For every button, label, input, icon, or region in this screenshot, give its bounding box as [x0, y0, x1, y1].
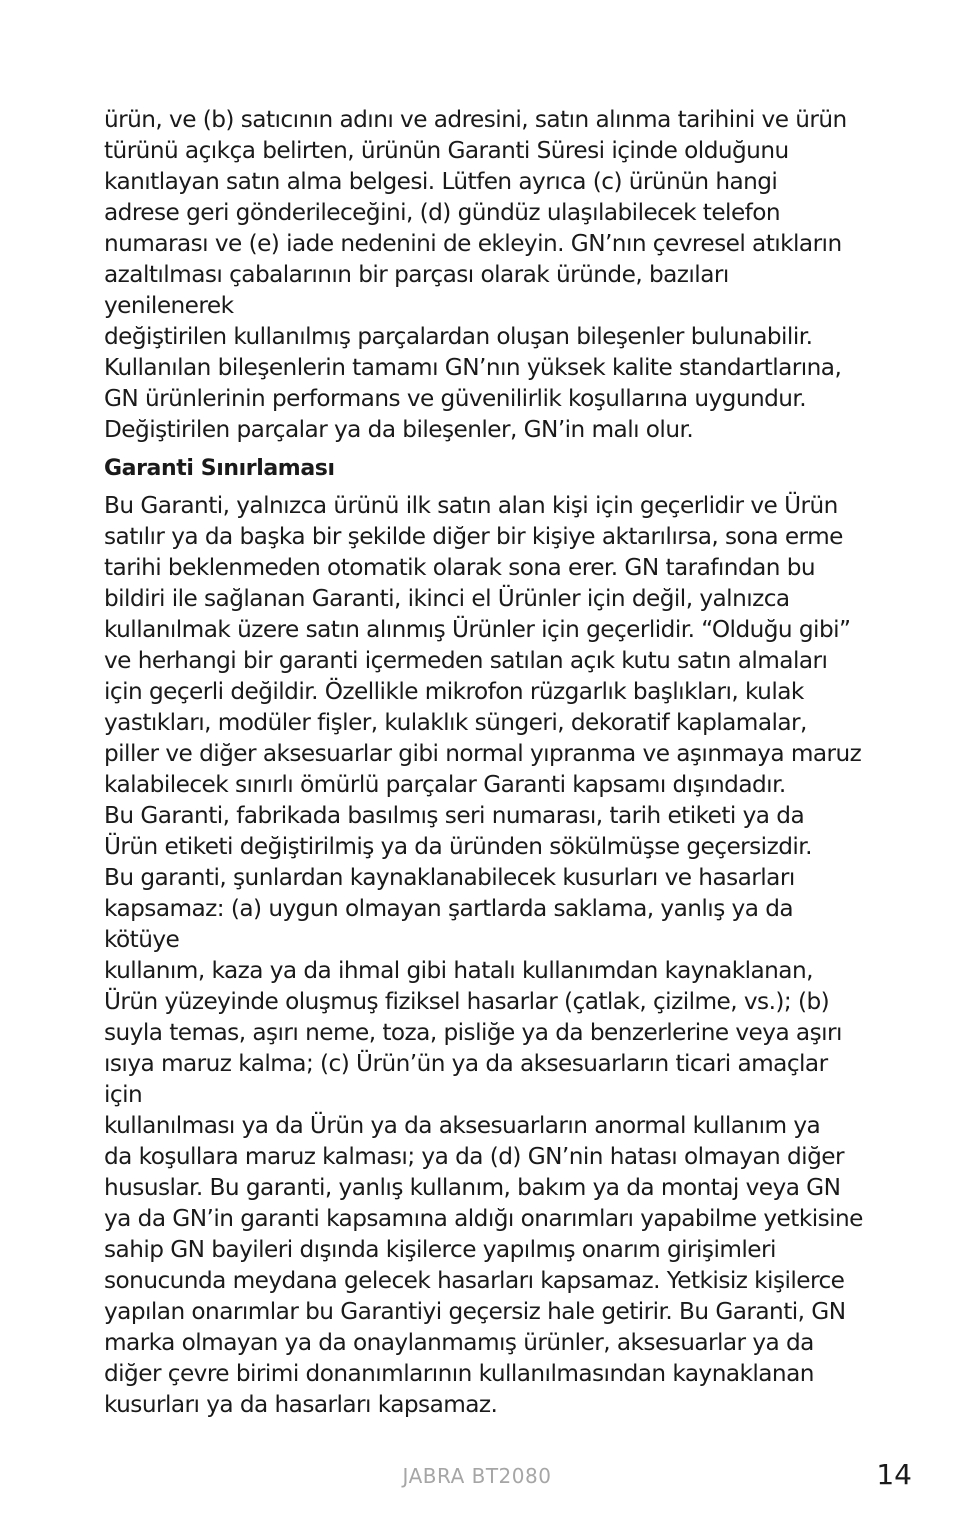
- document-body: [104, 104, 864, 1420]
- footer-product-name: JABRA BT2080: [402, 1464, 552, 1488]
- intro-paragraph: ürün, ve (b) satıcının adını ve adresini, satın alınma tarihini ve ürün türünü açıkça belirten, ürünün Garanti Süresi içinde olduğunu kanıtlayan satın alma belgesi. Lütfen ayrıca (c) ürünün hangi adrese geri gönderileceğini, (d) gündüz ulaşılabilecek telefon numarası ve (e) iade nedenini de ekleyin. GN’nın çevresel atıkların azaltılması çabalarının bir parçası olarak üründe, bazıları yenilenerek değiştirilen kullanılmış parçalardan oluşan bileşenler bulunabilir. Kullanılan bileşenlerin tamamı GN’nın yüksek kalite standartlarına, GN ürünlerinin performans ve güvenilirlik koşullarına uygundur. Değiştirilen parçalar ya da bileşenler, GN’in malı olur.: [104, 106, 847, 443]
- section-heading: Garanti Sınırlaması: [104, 456, 335, 481]
- warranty-limitation-paragraph: Bu Garanti, yalnızca ürünü ilk satın alan kişi için geçerlidir ve Ürün satılır ya da başka bir şekilde diğer bir kişiye aktarılırsa, sona erme tarihi beklenmeden otomatik olarak sona erer. GN tarafından bu bildiri ile sağlanan Garanti, ikinci el Ürünler için değil, yalnızca kullanılmak üzere satın alınmış Ürünler için geçerlidir. “Olduğu gibi” ve herhangi bir garanti içermeden satılan açık kutu satın almaları için geçerli değildir. Özellikle mikrofon rüzgarlık başlıkları, kulak yastıkları, modüler fişler, kulaklık süngeri, dekoratif kaplamalar, piller ve diğer aksesuarlar gibi normal yıpranma ve aşınmaya maruz kalabilecek sınırlı ömürlü parçalar Garanti kapsamı dışındadır. Bu Garanti, fabrikada basılmış seri numarası, tarih etiketi ya da Ürün etiketi değiştirilmiş ya da üründen sökülmüşse geçersizdir. Bu garanti, şunlardan kaynaklanabilecek kusurları ve hasarları kapsamaz: (a) uygun olmayan şartlarda saklama, yanlış ya da kötüye kullanım, kaza ya da ihmal gibi hatalı kullanımdan kaynaklanan, Ürün yüzeyinde oluşmuş fiziksel hasarlar (çatlak, çizilme, vs.); (b) suyla temas, aşırı neme, toza, pisliğe ya da benzerlerine veya aşırı ısıya maruz kalma; (c) Ürün’ün ya da aksesuarların ticari amaçlar için kullanılması ya da Ürün ya da aksesuarların anormal kullanım ya da koşullara maruz kalması; ya da (d) GN’nin hatası olmayan diğer hususlar. Bu garanti, yanlış kullanım, bakım ya da montaj veya GN ya da GN’in garanti kapsamına aldığı onarımları yapabilme yetkisine sahip GN bayileri dışında kişilerce yapılmış onarım girişimleri sonucunda meydana gelecek hasarları kapsamaz. Yetkisiz kişilerce yapılan onarımlar bu Garantiyi geçersiz hale getirir. Bu Garanti, GN marka olmayan ya da onaylanmamış ürünler, aksesuarlar ya da diğer çevre birimi donanımlarının kullanılmasından kaynaklanan kusurları ya da hasarları kapsamaz.: [104, 492, 863, 1418]
- page-number: 14: [876, 1458, 912, 1491]
